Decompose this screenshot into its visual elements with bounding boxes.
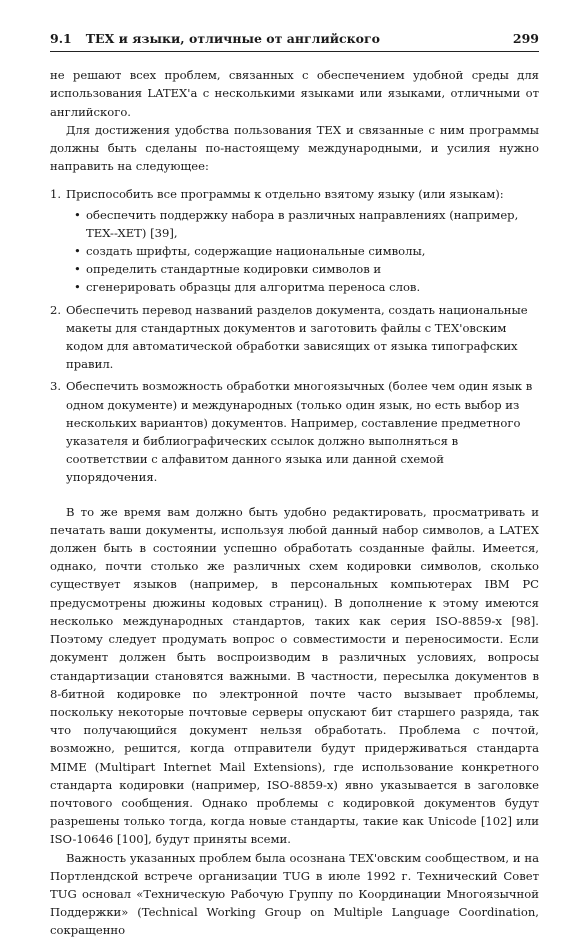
bullet-text: создать шрифты, содержащие национальные символы,	[86, 244, 426, 259]
section-heading	[50, 30, 380, 48]
bullet-list	[66, 206, 539, 297]
bullet-icon: •	[74, 280, 81, 295]
bullet-text: обеспечить поддержку набора в различных направлениях (например, TEX--XET) [39],	[86, 207, 519, 240]
list-item-text: Обеспечить возможность обработки многоязычных (более чем один язык в одном документе) и международных (только один язык, но есть выбор из нескольких вариантов) документов. Например, составление предметного указателя и библиографических ссылок должно выполняться в соответствии с алфавитом данного языка или данной схемой упорядочения.	[66, 379, 533, 485]
list-item-text: Обеспечить перевод названий разделов документа, создать национальные макеты для стандартных документов и заготовить файлы с TEX'овским кодом для автоматической обработки зависящих от языка типографских правил.	[66, 302, 528, 372]
bullet-icon: •	[74, 262, 81, 277]
bullet-text: определить стандартные кодировки символов и	[86, 262, 382, 277]
numbered-list	[50, 185, 539, 486]
list-item-2	[50, 301, 539, 374]
bullet-icon: •	[74, 207, 81, 222]
page-number: 299	[512, 31, 539, 46]
paragraph-intro: Для достижения удобства пользования TEX и связанные с ним программы должны быть сделаны по-настоящему международными, и усилия нужно направить на следующее:	[50, 122, 539, 174]
section-title: TEX и языки, отличные от английского	[85, 31, 380, 46]
list-item-text: Приспособить все программы к отдельно взятому языку (или языкам):	[66, 187, 504, 202]
paragraph-encoding: В то же время вам должно быть удобно редактировать, просматривать и печатать ваши документы, используя любой данный набор символов, а LATEX должен быть в состоянии успешно обработать созданные файлы. Имеется, однако, почти столько же различных схем кодировки символов, сколько существует языков (например, в персональных компьютерах IBM PC предусмотрены дюжины кодовых страниц). В дополнение к этому имеются несколько международных стандартов, таких как серия ISO-8859-x [98]. Поэтому следует продумать вопрос о совместимости и переносимости. Если документ должен быть воспроизводим в различных условиях, вопросы стандартизации становятся важными. В частности, пересылка документов в 8-битной кодировке по электронной почте часто вызывает проблемы, поскольку некоторые почтовые серверы опускают бит старшего разряда, так что получающийся документ нельзя обработать. Проблема с почтой, возможно, решится, когда отправители будут придерживаться стандарта MIME (Multipart Internet Mail Extensions), где использование конкретного стандарта кодировки (например, ISO-8859-x) явно указывается в заголовке почтового сообщения. Однако проблемы с кодировкой документов будут разрешены только тогда, когда новые стандарты, такие как Unicode [102] или ISO-10646 [100], будут приняты всеми.	[50, 504, 539, 847]
list-number: 1.	[50, 187, 62, 202]
list-item-3	[50, 377, 539, 486]
bullet-item	[66, 278, 539, 296]
running-head	[50, 30, 539, 52]
section-number: 9.1	[50, 31, 72, 46]
bullet-item	[66, 242, 539, 260]
bullet-item	[66, 206, 539, 242]
paragraph-tug: Важность указанных проблем была осознана TEX'овским сообществом, и на Портлендской встрече организации TUG в июле 1992 г. Технический Совет TUG основал «Техническую Рабочую Группу по Координации Многоязычной Поддержки» (Technical Working Group on Multiple Language Coordination, сокращенно	[50, 850, 539, 938]
paragraph-continued: не решают всех проблем, связанных с обеспечением удобной среды для использования LATEX'а с несколькими языками или языками, отличными от английского.	[50, 68, 539, 119]
bullet-text: сгенерировать образцы для алгоритма переноса слов.	[86, 280, 421, 295]
list-item-1	[50, 185, 539, 296]
bullet-item	[66, 260, 539, 278]
list-number: 3.	[50, 379, 62, 394]
bullet-icon: •	[74, 244, 81, 259]
list-number: 2.	[50, 302, 62, 317]
